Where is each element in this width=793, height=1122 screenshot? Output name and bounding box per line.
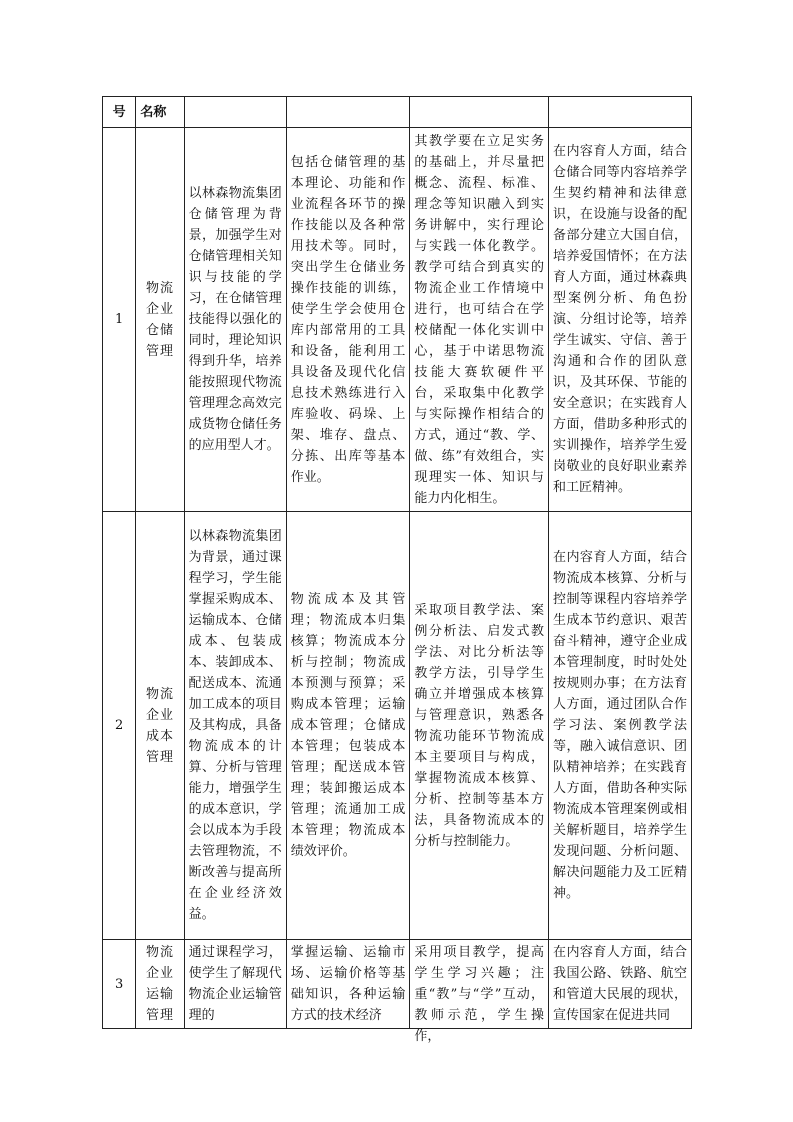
row-number: 2: [103, 512, 136, 940]
course-goal: 以林森物流集团为背景，通过课程学习，学生能掌握采购成本、运输成本、仓储成本、包装成本、装卸成本、配送成本、流通加工成本的项目及其构成，具备物流成本的计算、分析与管理能力，增强学生的成本意识，学会以成本为手段去管理物流，不断改善与提高所在企业经济效益。: [184, 512, 286, 940]
header-no: 号: [103, 97, 136, 128]
table-row: [103, 128, 692, 512]
ideological-education: 在内容育人方面，结合我国公路、铁路、航空和管道大民展的现状，宣传国家在促进共同: [553, 945, 687, 1023]
course-name: 物流企业成本管理: [136, 512, 184, 940]
course-content: 掌握运输、运输市场、运输价格等基础知识，各种运输方式的技术经济: [290, 945, 406, 1023]
course-table: [102, 96, 692, 1044]
course-goal: 通过课程学习，使学生了解现代物流企业运输管理的: [188, 945, 282, 1023]
course-content: 包括仓储管理的基本理论、功能和作业流程各环节的操作技能以及各种常用技术等。同时，突出学生仓储业务操作技能的训练，使学生学会使用仓库内部常用的工具和设备，能利用工具设备及现代化信息技术熟练进行入库验收、码垛、上架、堆存、盘点、分拣、出库等基本作业。: [286, 128, 410, 512]
teaching-method: 采取项目教学法、案例分析法、启发式教学法、对比分析法等教学方法，引导学生确立并增强成本核算与管理意识，熟悉各物流功能环节物流成本主要项目与构成，掌握物流成本核算、分析、控制等基本方法，具备物流成本的分析与控制能力。: [410, 512, 549, 940]
ideological-education: 在内容育人方面，结合物流成本核算、分析与控制等课程内容培养学生成本节约意识、艰苦奋斗精神，遵守企业成本管理制度，时时处处按规则办事；在方法育人方面，通过团队合作学习法、案例教学法等，融入诚信意识、团队精神培养；在实践育人方面，借助各种实际物流成本管理案例或相关解析题目，培养学生发现问题、分析问题、解决问题能力及工匠精神。: [549, 512, 692, 940]
header-name: 名称: [136, 97, 184, 128]
header-ideo: [549, 97, 692, 128]
row-number: 1: [103, 128, 136, 512]
header-goal: [184, 97, 286, 128]
course-content: 物流成本及其管理；物流成本归集核算；物流成本分析与控制；物流成本预测与预算；采购成本管理；运输成本管理；仓储成本管理；包装成本管理；配送成本管理；装卸搬运成本管理；流通加工成本管理；物流成本绩效评价。: [286, 512, 410, 940]
header-content: [286, 97, 410, 128]
ideological-education: 在内容育人方面，结合仓储合同等内容培养学生契约精神和法律意识，在设施与设备的配备部分建立大国自信，培养爱国情怀；在方法育人方面，通过林森典型案例分析、角色扮演、分组讨论等，培养学生诚实、守信、善于沟通和合作的团队意识，及其环保、节能的安全意识；在实践育人方面，借助多种形式的实训操作，培养学生爱岗敬业的良好职业素养和工匠精神。: [549, 128, 692, 512]
header-method: [410, 97, 549, 128]
row-number: 3: [103, 940, 136, 1029]
course-name: 物流企业仓储管理: [136, 128, 184, 512]
course-name: 物流企业运输管理: [136, 940, 184, 1029]
teaching-method: 采用项目教学，提高学生学习兴趣；注重“教”与“学”互动，教师示范，学生操作，: [414, 945, 544, 1044]
table-row: [103, 512, 692, 940]
header-row: [103, 97, 692, 128]
table-row: [103, 940, 692, 1029]
course-goal: 以林森物流集团仓储管理为背景，加强学生对仓储管理相关知识与技能的学习，在仓储管理技能得以强化的同时，理论知识得到升华，培养能按照现代物流管理理念高效完成货物仓储任务的应用型人才。: [184, 128, 286, 512]
teaching-method: 其教学要在立足实务的基础上，并尽量把概念、流程、标准、理念等知识融入到实务讲解中，实行理论与实践一体化教学。教学可结合到真实的物流企业工作情境中进行，也可结合在学校储配一体化实训中心，基于中诺思物流技能大赛软硬件平台，采取集中化教学与实际操作相结合的方式，通过“教、学、做、练”有效组合，实现理实一体、知识与能力内化相生。: [410, 128, 549, 512]
